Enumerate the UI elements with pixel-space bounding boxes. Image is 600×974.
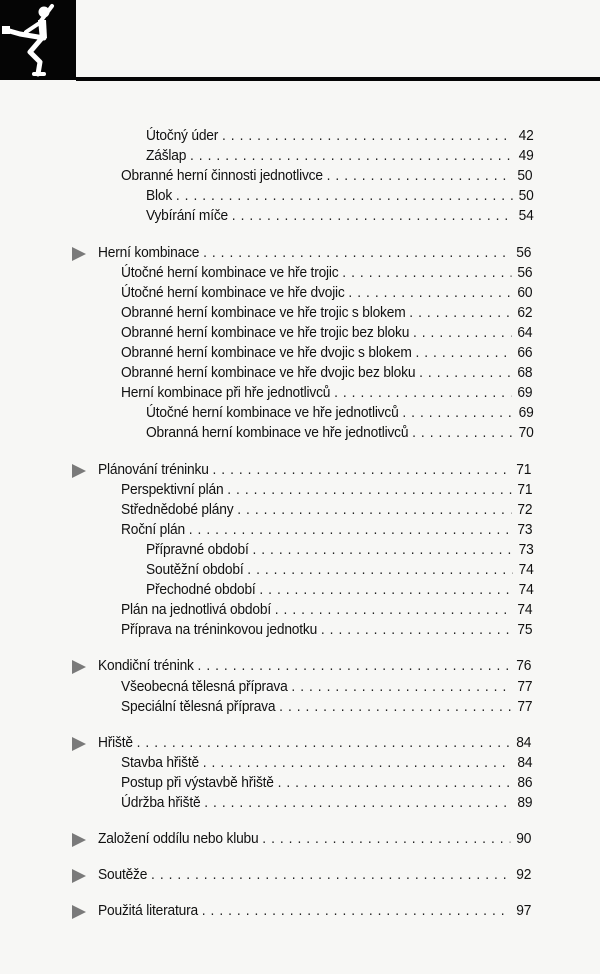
toc-dot-leader [278, 773, 512, 793]
toc-page-number: 75 [517, 622, 533, 639]
toc-section-entry [98, 901, 531, 921]
toc-section-entry [98, 865, 531, 885]
toc-section-entry [98, 656, 531, 676]
toc-entry-title: Útočné herní kombinace ve hře jednotlivců [146, 405, 399, 422]
toc-entry [121, 383, 532, 403]
toc-dot-leader [409, 303, 511, 323]
toc-entry [121, 620, 532, 640]
toc-dot-leader [279, 697, 511, 717]
toc-entry [121, 677, 532, 697]
toc-entry-title: Přípravné období [146, 541, 249, 558]
toc-page-number: 56 [516, 244, 532, 261]
toc-entry-title: Kondiční trénink [98, 658, 194, 675]
toc-page-number: 68 [517, 365, 533, 382]
toc-page-number: 56 [517, 264, 533, 281]
toc-dot-leader [402, 403, 512, 423]
toc-section-entry [98, 733, 531, 753]
toc-dot-leader [334, 383, 511, 403]
toc-entry-title: Střednědobé plány [121, 501, 234, 518]
toc-page-number: 72 [517, 501, 533, 518]
toc-entry-title: Stavba hřiště [121, 754, 199, 771]
toc-entry [146, 560, 534, 580]
toc-dot-leader [204, 793, 511, 813]
toc-page-number: 69 [518, 405, 534, 422]
toc-entry-title: Plánování tréninku [98, 461, 209, 478]
toc-entry [121, 363, 532, 383]
toc-entry-title: Příprava na tréninkovou jednotku [121, 622, 318, 639]
toc-entry-title: Přechodné období [146, 582, 256, 599]
toc-entry [146, 423, 534, 443]
toc-entry-title: Roční plán [121, 521, 185, 538]
toc-page-number: 71 [516, 461, 532, 478]
toc-section-entry [98, 829, 531, 849]
toc-entry-title: Obranné herní kombinace ve hře dvojic bez bloku [121, 365, 416, 382]
toc-dot-leader [252, 540, 512, 560]
header-rule [76, 77, 600, 81]
header-logo-block [0, 0, 76, 80]
toc-entry-title: Použitá literatura [98, 903, 198, 920]
toc-entry [121, 500, 532, 520]
toc-entry-title: Obranné herní kombinace ve hře trojic bez bloku [121, 324, 410, 341]
toc-dot-leader [275, 600, 512, 620]
toc-entry-title: Všeobecná tělesná příprava [121, 678, 288, 695]
toc-entry-title: Útočné herní kombinace ve hře dvojic [121, 284, 345, 301]
toc-dot-leader [198, 656, 511, 676]
toc-entry [121, 773, 532, 793]
toc-dot-leader [227, 480, 511, 500]
toc-entry [146, 126, 534, 146]
toc-page-number: 86 [517, 774, 533, 791]
toc-dot-leader [415, 343, 511, 363]
toc-entry [146, 206, 534, 226]
toc-dot-leader [151, 865, 510, 885]
toc-dot-leader [237, 500, 511, 520]
toc-page-number: 54 [518, 208, 534, 225]
toc-entry [146, 580, 534, 600]
toc-dot-leader [412, 423, 513, 443]
toc-entry [121, 263, 532, 283]
toc-entry [121, 343, 532, 363]
toc-page-number: 66 [517, 345, 533, 361]
toc-dot-leader [327, 166, 512, 186]
toc-page-number: 90 [516, 831, 532, 848]
toc-page-number: 49 [518, 148, 534, 165]
section-bullet-icon [72, 869, 86, 883]
toc-entry-title: Soutěže [98, 867, 148, 884]
toc-page-number: 84 [517, 754, 533, 771]
toc-entry-title: Útočný úder [146, 128, 219, 144]
toc-page-number: 74 [518, 562, 534, 578]
toc-page-number: 84 [516, 734, 532, 751]
toc-entry-title: Perspektivní plán [121, 481, 224, 498]
toc-dot-leader [247, 560, 512, 580]
toc-page-number: 70 [518, 425, 534, 442]
toc-dot-leader [321, 620, 512, 640]
toc-entry [121, 753, 532, 773]
toc-page-number: 64 [517, 324, 533, 341]
toc-page-number: 77 [517, 698, 533, 715]
toc-dot-leader [291, 677, 511, 697]
section-bullet-icon [72, 464, 86, 478]
toc-entry-title: Plán na jednotlivá období [121, 602, 271, 619]
toc-entry [121, 166, 532, 186]
toc-dot-leader [259, 580, 512, 600]
toc-dot-leader [212, 460, 510, 480]
toc-section-entry [98, 243, 531, 263]
toc-page-number: 74 [517, 602, 533, 619]
toc-entry-title: Údržba hřiště [121, 795, 201, 811]
toc-dot-leader [203, 243, 510, 263]
toc-page-number: 97 [516, 903, 532, 920]
toc-dot-leader [419, 363, 511, 383]
toc-dot-leader [176, 186, 513, 206]
toc-entry-title: Založení oddílu nebo klubu [98, 831, 259, 848]
section-bullet-icon [72, 737, 86, 751]
section-bullet-icon [72, 905, 86, 919]
toc-entry-title: Herní kombinace při hře jednotlivců [121, 385, 331, 402]
toc-entry [121, 520, 532, 540]
toc-entry [121, 793, 532, 813]
toc-page-number: 42 [518, 128, 534, 144]
toc-entry-title: Postup při výstavbě hřiště [121, 774, 274, 791]
section-bullet-icon [72, 660, 86, 674]
toc-page-number: 74 [518, 582, 534, 599]
section-bullet-icon [72, 247, 86, 261]
toc-page-number: 92 [516, 867, 532, 884]
toc-dot-leader [203, 753, 512, 773]
toc-dot-leader [189, 520, 512, 540]
toc-page-number: 50 [518, 188, 534, 205]
toc-entry-title: Obranné herní kombinace ve hře dvojic s blokem [121, 345, 412, 361]
toc-entry-title: Obranné herní činnosti jednotlivce [121, 168, 323, 185]
toc-dot-leader [190, 146, 513, 166]
toc-page-number: 62 [517, 304, 533, 321]
toc-entry [146, 540, 534, 560]
kicking-player-icon [0, 0, 76, 80]
section-bullet-icon [72, 833, 86, 847]
toc-page-number: 73 [518, 541, 534, 558]
toc-dot-leader [262, 829, 510, 849]
toc-page-number: 50 [517, 168, 533, 185]
toc-page-number: 76 [516, 658, 532, 675]
toc-dot-leader [232, 206, 513, 226]
toc-page-number: 77 [517, 678, 533, 695]
toc-entry-title: Herní kombinace [98, 244, 200, 261]
toc-dot-leader [137, 733, 511, 753]
toc-page-number: 89 [517, 795, 533, 811]
toc-dot-leader [202, 901, 511, 921]
toc-dot-leader [222, 126, 513, 146]
toc-entry [121, 480, 532, 500]
toc-page-number: 73 [517, 521, 533, 538]
toc-entry-title: Vybírání míče [146, 208, 228, 225]
toc-entry [121, 283, 532, 303]
toc-entry [146, 186, 534, 206]
toc-entry-title: Blok [146, 188, 173, 205]
toc-entry-title: Zášlap [146, 148, 187, 165]
toc-dot-leader [342, 263, 511, 283]
toc-entry [121, 697, 532, 717]
toc-page-number: 69 [517, 385, 533, 402]
toc-dot-leader [348, 283, 511, 303]
toc-page-number: 71 [517, 481, 533, 498]
toc-entry-title: Útočné herní kombinace ve hře trojic [121, 264, 339, 281]
toc-entry-title: Obranná herní kombinace ve hře jednotlivců [146, 425, 409, 442]
toc-entry [146, 146, 534, 166]
toc-dot-leader [413, 323, 511, 343]
toc-entry [121, 323, 532, 343]
toc-entry-title: Soutěžní období [146, 562, 244, 578]
toc-page-number: 60 [517, 284, 533, 301]
toc-entry [121, 600, 532, 620]
toc-entry-title: Obranné herní kombinace ve hře trojic s blokem [121, 304, 406, 321]
toc-entry [121, 303, 532, 323]
toc-entry-title: Hřiště [98, 734, 133, 751]
toc-section-entry [98, 460, 531, 480]
toc-entry-title: Speciální tělesná příprava [121, 698, 276, 715]
toc-entry [146, 403, 534, 423]
